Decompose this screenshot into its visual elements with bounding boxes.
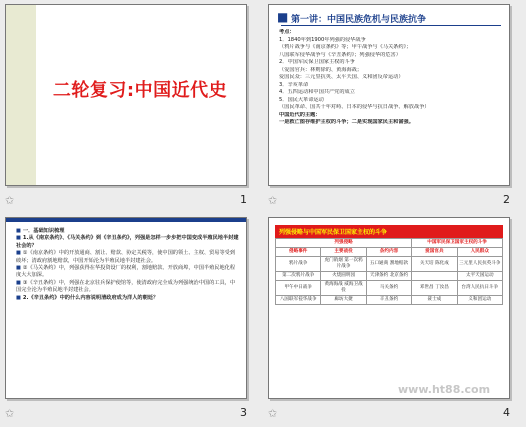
table-cell: 虎门销烟 第一次鸦片战争 bbox=[321, 257, 366, 272]
table-row bbox=[276, 272, 503, 281]
slide-3-line: ■ ②《马关条约》中，列强获得在华投资设厂的权利，割地赔款、开放商埠，中国半殖民地化程度大大加深。 bbox=[16, 265, 236, 279]
table-cell: 邓世昌 丁汝昌 bbox=[412, 281, 457, 296]
table-row bbox=[276, 296, 503, 305]
slide-2-line: 中国近代的主题： bbox=[279, 111, 321, 118]
title-rule bbox=[281, 25, 501, 26]
bullet-square-icon: ■ bbox=[16, 228, 21, 234]
table-cell: 侵略事件 bbox=[276, 248, 321, 257]
table-row bbox=[276, 281, 503, 296]
table-cell: 条约内容 bbox=[366, 248, 411, 257]
title-square-icon: ■ bbox=[277, 10, 289, 24]
slide-3-line: ■ ③《辛丑条约》中，列强在北京驻兵保护使馆等，使清政府完全成为列强统治中国的工具，中国完全沦为半殖民地半封建社会。 bbox=[16, 279, 236, 294]
table-cell: 鸦片战争 bbox=[276, 257, 321, 272]
slide-3 bbox=[5, 217, 247, 399]
table-cell: 马关条约 bbox=[366, 281, 411, 296]
slide-2-line: 2．中国军民保卫国家主权的斗争 bbox=[279, 59, 355, 65]
watermark: www.ht88.com bbox=[398, 383, 491, 396]
slide-2-line: 八国联军侵华战争与《辛丑条约》；列强侵华的危害） bbox=[279, 51, 401, 58]
slide-1-left-band bbox=[6, 5, 36, 185]
table-cell: 甲午中日战争 bbox=[276, 281, 321, 296]
slide-3-top-bar bbox=[6, 218, 246, 222]
slide-3-line: ■ ①《南京条约》中的开放通商、割让、赔款、协定关税等，使中国的领土、主权、贸易等受到破坏；清政府割地赔款，中国开始沦为半殖民地半封建社会。 bbox=[16, 250, 236, 264]
table-cell bbox=[412, 272, 457, 281]
table-row bbox=[276, 257, 503, 272]
table-cell: 黄海海战 威海卫战役 bbox=[321, 281, 366, 296]
bullet-square-icon: ■ bbox=[16, 265, 21, 272]
slide-thumbnail-2[interactable] bbox=[263, 0, 526, 213]
slide-4-title: 列强侵略与中国军民保卫国家主权的斗争 bbox=[275, 225, 503, 238]
slide-2 bbox=[268, 4, 510, 186]
table-cell: 八国联军侵华战争 bbox=[276, 296, 321, 305]
slide-3-line: ■ 2.《辛丑条约》中的什么内容说明清政府成为洋人的朝廷？ bbox=[16, 294, 159, 301]
table-row bbox=[276, 248, 503, 257]
table-header-cell: 中国军民保卫国家主权的斗争 bbox=[412, 239, 503, 248]
slide-transition-icon: ✩ bbox=[5, 407, 15, 420]
slide-2-body bbox=[279, 29, 505, 127]
slide-number: 1 bbox=[240, 193, 247, 206]
slide-3-line: ■ 1.从《南京条约》、《马关条约》到《辛丑条约》，列强是怎样一步步把中国变成半殖民地半封建社会的？ bbox=[16, 235, 239, 249]
slide-3-body bbox=[16, 228, 240, 302]
slide-number: 3 bbox=[240, 406, 247, 419]
table-row bbox=[276, 239, 503, 248]
slide-2-line: 考点： bbox=[279, 29, 295, 35]
slide-2-title: 第一讲：中国民族危机与民族抗争 bbox=[291, 15, 427, 25]
table-cell: 天津条约 北京条约 bbox=[366, 272, 411, 281]
table-cell: 火烧圆明园 bbox=[321, 272, 366, 281]
slide-transition-icon: ✩ bbox=[5, 194, 15, 207]
slide-2-line: （国民革命、国共十年对峙、日本的侵华与抗日战争、解放战争） bbox=[279, 104, 430, 110]
slide-2-line: 一是救亡图存维护主权的斗争；二是实现国家民主和富强。 bbox=[279, 119, 414, 125]
bullet-square-icon: ■ bbox=[16, 279, 21, 286]
table-cell: 关天培 陈化成 bbox=[412, 257, 457, 272]
slide-2-line: 1．1840年到1900年列强的侵华战争 bbox=[279, 36, 366, 43]
bullet-square-icon: ■ bbox=[16, 250, 21, 257]
slide-4 bbox=[268, 217, 510, 399]
table-cell: 主要战役 bbox=[321, 248, 366, 257]
table-cell: 聂士成 bbox=[412, 296, 457, 305]
slide-2-line: 4．五四运动和中国共产党的成立 bbox=[279, 89, 355, 95]
slide-2-line: 3．辛亥革命 bbox=[279, 81, 309, 88]
table-cell: 辛丑条约 bbox=[366, 296, 411, 305]
slide-number: 4 bbox=[503, 406, 510, 419]
slide-2-line: 爱国民众：三元里抗英、太平天国、义和团反帝运动） bbox=[279, 74, 404, 80]
bullet-square-icon: ■ bbox=[16, 294, 21, 301]
slide-transition-icon: ✩ bbox=[268, 407, 278, 420]
table-cell: 台湾人民抗日斗争 bbox=[457, 281, 502, 296]
slide-2-line: （鸦片战争与《南京条约》等；甲午战争与《马关条约》； bbox=[279, 44, 412, 50]
bullet-square-icon: ■ bbox=[16, 235, 21, 242]
table-cell: 太平天国运动 bbox=[457, 272, 502, 281]
slide-1 bbox=[5, 4, 247, 186]
slide-thumbnail-3[interactable] bbox=[0, 213, 263, 426]
slide-2-line: （爱国官兵：林则徐的、黄海海战； bbox=[279, 66, 363, 73]
table-cell: 义和团运动 bbox=[457, 296, 502, 305]
slide-number: 2 bbox=[503, 193, 510, 206]
slide-1-title: 二轮复习:中国近代史 bbox=[52, 80, 228, 101]
slide-thumbnail-1[interactable] bbox=[0, 0, 263, 213]
table-cell: 廊坊大捷 bbox=[321, 296, 366, 305]
slide-2-line: 5．国民大革命运动 bbox=[279, 96, 324, 103]
table-cell: 爱国官兵 bbox=[412, 248, 457, 257]
table-cell: 三元里人民抗英斗争 bbox=[457, 257, 502, 272]
comparison-table bbox=[275, 238, 503, 305]
table-header-cell: 列强侵略 bbox=[276, 239, 412, 248]
table-cell: 第二次鸦片战争 bbox=[276, 272, 321, 281]
table-cell: 五口通商 割地赔款 bbox=[366, 257, 411, 272]
table-cell: 人民群众 bbox=[457, 248, 502, 257]
slide-3-line: ■ 一．基础知识梳理 bbox=[16, 228, 65, 234]
slide-transition-icon: ✩ bbox=[268, 194, 278, 207]
